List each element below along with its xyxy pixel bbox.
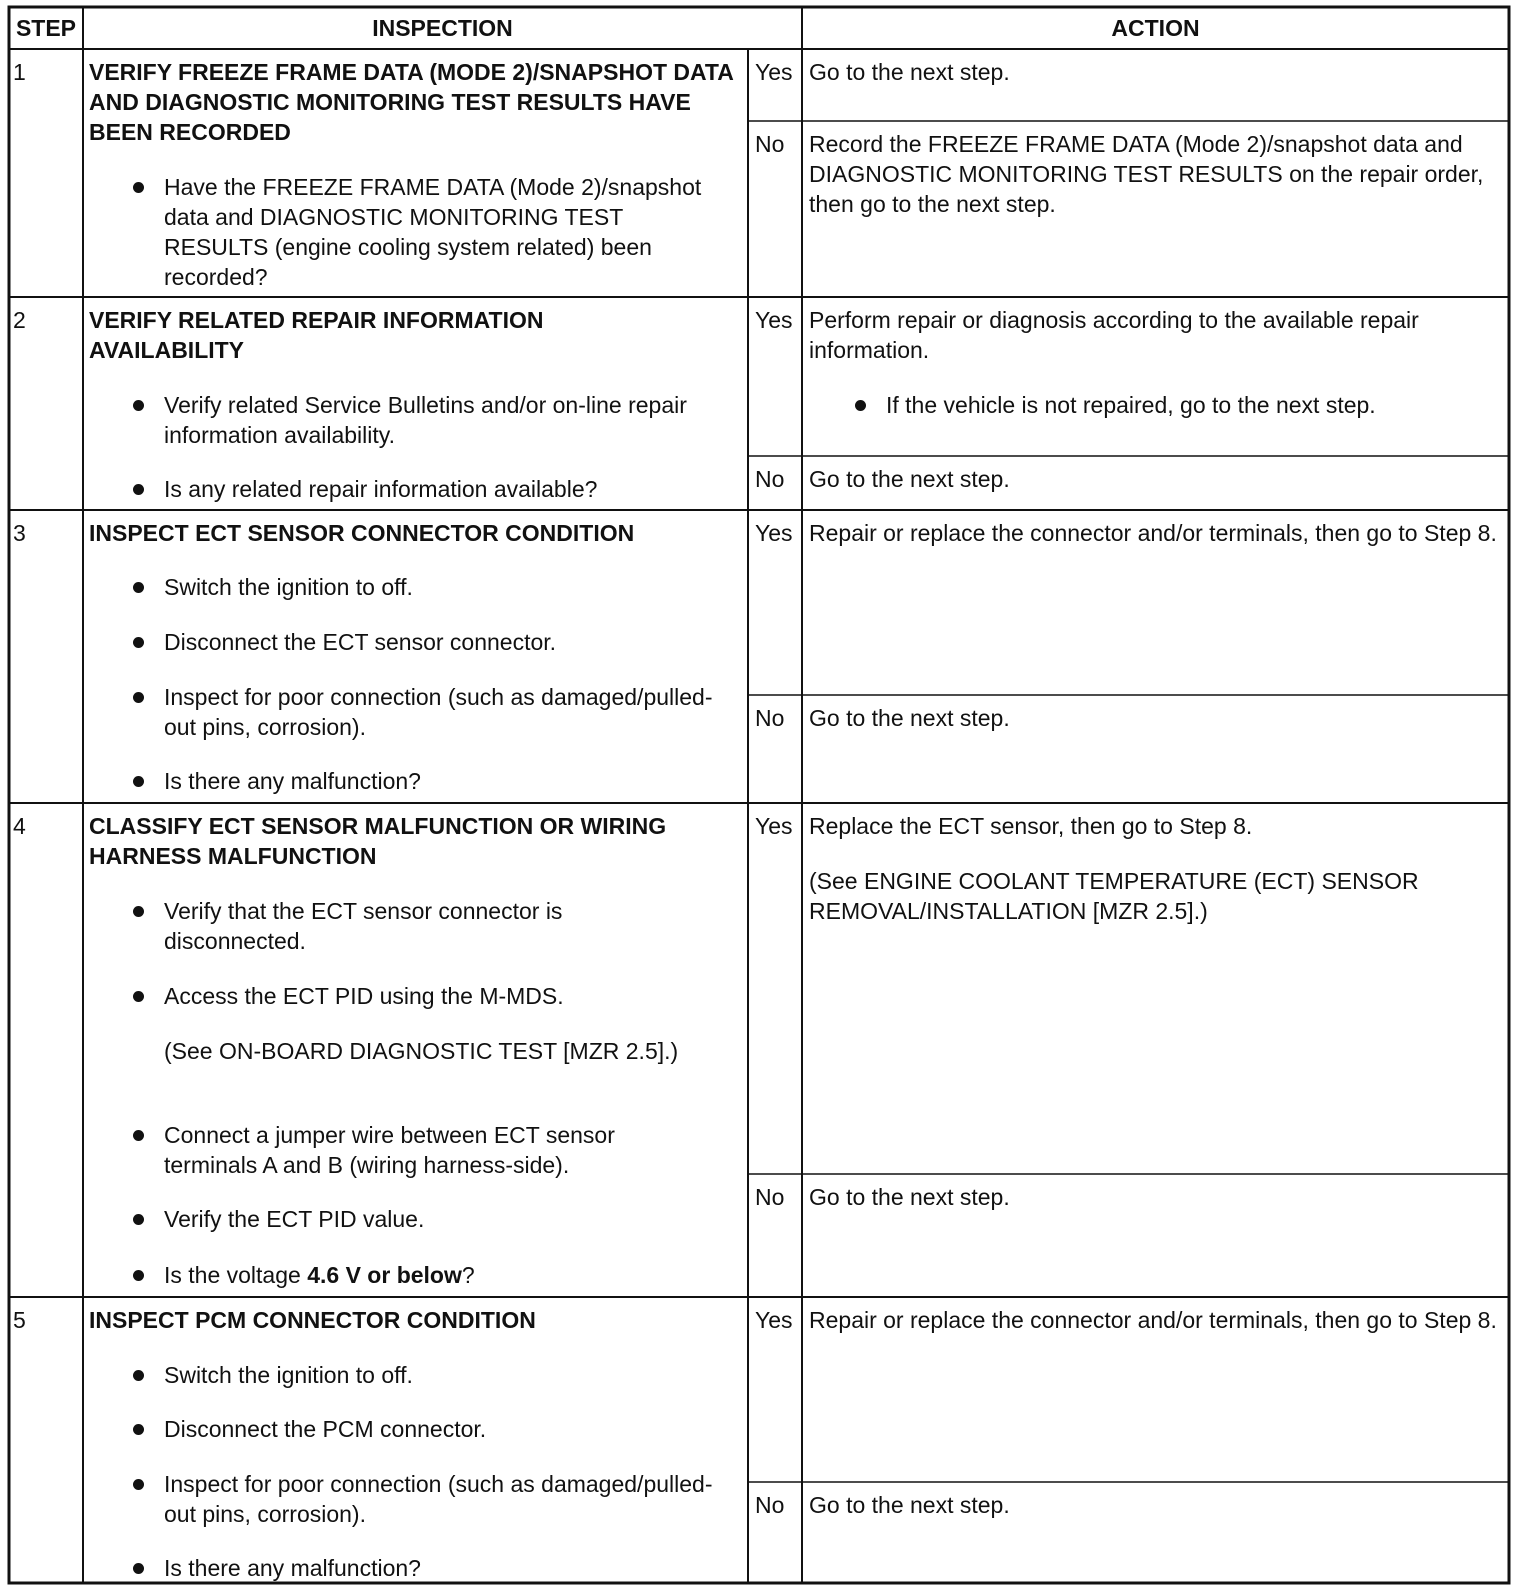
bullet-icon <box>133 1370 144 1381</box>
step-number: 5 <box>13 1307 26 1333</box>
inspection-bullet: Switch the ignition to off. <box>164 574 413 600</box>
yes-action: Repair or replace the connector and/or terminals, then go to Step 8. <box>809 520 1497 546</box>
yes-action: Replace the ECT sensor, then go to Step 8. <box>809 813 1253 839</box>
inspection-bullet: Verify that the ECT sensor connector is disconnected. <box>164 898 563 954</box>
yes-action: Repair or replace the connector and/or terminals, then go to Step 8. <box>809 1307 1497 1333</box>
inspection-bullet: Is there any malfunction? <box>164 768 421 794</box>
bullet-icon <box>133 692 144 703</box>
step-title: VERIFY RELATED REPAIR INFORMATION AVAILABILITY <box>89 307 544 363</box>
bullet-icon <box>133 1479 144 1490</box>
inspection-bullet: Is there any malfunction? <box>164 1555 421 1581</box>
inspection-bullet: Connect a jumper wire between ECT sensor terminals A and B (wiring harness-side). <box>164 1122 615 1178</box>
step-number: 4 <box>13 813 26 839</box>
step-number: 2 <box>13 307 26 333</box>
bullet-icon <box>133 400 144 411</box>
bullet-icon <box>133 1424 144 1435</box>
yes-label: Yes <box>755 520 793 546</box>
step-title: CLASSIFY ECT SENSOR MALFUNCTION OR WIRING HARNESS MALFUNCTION <box>89 813 667 869</box>
inspection-question <box>164 1260 724 1290</box>
no-action: Go to the next step. <box>809 705 1010 731</box>
no-label: No <box>755 131 785 157</box>
header-action: ACTION <box>1111 15 1200 41</box>
step-number: 1 <box>13 59 26 85</box>
yes-action-bullet: If the vehicle is not repaired, go to the next step. <box>886 392 1376 418</box>
step-title: VERIFY FREEZE FRAME DATA (MODE 2)/SNAPSHOT DATA AND DIAGNOSTIC MONITORING TEST RESULTS HAVE BEEN RECORDED <box>89 59 734 145</box>
bullet-icon <box>133 484 144 495</box>
question-suffix: ? <box>461 1262 475 1288</box>
inspection-bullet: Inspect for poor connection (such as damaged/pulled-out pins, corrosion). <box>164 684 713 740</box>
bullet-icon <box>133 637 144 648</box>
step-title: INSPECT ECT SENSOR CONNECTOR CONDITION <box>89 520 635 546</box>
bullet-icon <box>133 991 144 1002</box>
no-label: No <box>755 705 785 731</box>
bullet-icon <box>133 776 144 787</box>
step-title: INSPECT PCM CONNECTOR CONDITION <box>89 1307 536 1333</box>
inspection-bullet: Verify related Service Bulletins and/or on-line repair information availability. <box>164 392 687 448</box>
inspection-bullet: Disconnect the PCM connector. <box>164 1416 487 1442</box>
question-prefix: Is the voltage <box>164 1262 308 1288</box>
bullet-icon <box>133 582 144 593</box>
bullet-icon <box>133 1130 144 1141</box>
header-step: STEP <box>15 15 77 41</box>
no-action: Go to the next step. <box>809 1492 1010 1518</box>
yes-action: Go to the next step. <box>809 59 1010 85</box>
yes-label: Yes <box>755 1307 793 1333</box>
yes-label: Yes <box>755 813 793 839</box>
inspection-bullet: Switch the ignition to off. <box>164 1362 413 1388</box>
step-number: 3 <box>13 520 26 546</box>
yes-action-note: (See ENGINE COOLANT TEMPERATURE (ECT) SENSOR REMOVAL/INSTALLATION [MZR 2.5].) <box>809 868 1419 924</box>
yes-label: Yes <box>755 59 793 85</box>
inspection-bullet: Access the ECT PID using the M-MDS. <box>164 983 564 1009</box>
header-inspection: INSPECTION <box>372 15 513 41</box>
no-label: No <box>755 466 785 492</box>
yes-action: Perform repair or diagnosis according to the available repair information. <box>809 307 1419 363</box>
question-threshold: 4.6 V or below <box>307 1262 462 1288</box>
no-label: No <box>755 1492 785 1518</box>
bullet-icon <box>133 906 144 917</box>
bullet-icon <box>855 400 866 411</box>
inspection-bullet: Inspect for poor connection (such as damaged/pulled-out pins, corrosion). <box>164 1471 713 1527</box>
bullet-icon <box>133 1563 144 1574</box>
bullet-icon <box>133 182 144 193</box>
inspection-bullet: Verify the ECT PID value. <box>164 1206 425 1232</box>
inspection-bullet: Disconnect the ECT sensor connector. <box>164 629 557 655</box>
yes-label: Yes <box>755 307 793 333</box>
inspection-bullet: Is any related repair information available? <box>164 476 598 502</box>
no-action: Go to the next step. <box>809 1184 1010 1210</box>
no-action: Go to the next step. <box>809 466 1010 492</box>
inspection-bullet: Have the FREEZE FRAME DATA (Mode 2)/snapshot data and DIAGNOSTIC MONITORING TEST RESULTS (engine cooling system related) been recorded? <box>164 174 702 290</box>
no-action: Record the FREEZE FRAME DATA (Mode 2)/snapshot data and DIAGNOSTIC MONITORING TEST RESULTS on the repair order, then go to the next step. <box>809 131 1484 217</box>
no-label: No <box>755 1184 785 1210</box>
bullet-icon <box>133 1270 144 1281</box>
inspection-note: (See ON-BOARD DIAGNOSTIC TEST [MZR 2.5].) <box>164 1038 679 1064</box>
bullet-icon <box>133 1214 144 1225</box>
